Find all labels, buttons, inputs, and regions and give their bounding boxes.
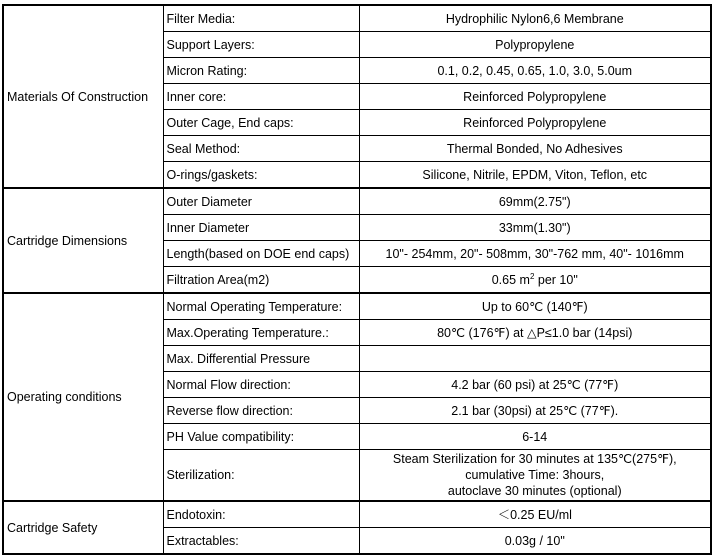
- row-label: Extractables:: [163, 528, 359, 555]
- row-label: Micron Rating:: [163, 58, 359, 84]
- row-label: Inner Diameter: [163, 215, 359, 241]
- specification-table: [2, 4, 712, 555]
- row-value: 4.2 bar (60 psi) at 25℃ (77℉): [359, 372, 711, 398]
- row-label: O-rings/gaskets:: [163, 162, 359, 189]
- row-label: PH Value compatibility:: [163, 424, 359, 450]
- table-row: [3, 501, 711, 528]
- row-value: 0.1, 0.2, 0.45, 0.65, 1.0, 3.0, 5.0um: [359, 58, 711, 84]
- superscript: 2: [529, 271, 535, 281]
- row-value: Thermal Bonded, No Adhesives: [359, 136, 711, 162]
- row-label: Sterilization:: [163, 450, 359, 502]
- group-title-materials: Materials Of Construction: [3, 5, 163, 188]
- value-line: cumulative Time: 3hours,: [465, 468, 605, 482]
- row-label: Filter Media:: [163, 5, 359, 32]
- row-value: Reinforced Polypropylene: [359, 84, 711, 110]
- group-title-dimensions: Cartridge Dimensions: [3, 188, 163, 293]
- row-label: Endotoxin:: [163, 501, 359, 528]
- row-value: [359, 346, 711, 372]
- table-row: [3, 293, 711, 320]
- row-value: Hydrophilic Nylon6,6 Membrane: [359, 5, 711, 32]
- row-label: Max. Differential Pressure: [163, 346, 359, 372]
- row-value: 10"- 254mm, 20"- 508mm, 30"-762 mm, 40"- 1016mm: [359, 241, 711, 267]
- row-label: Normal Flow direction:: [163, 372, 359, 398]
- row-value: 2.1 bar (30psi) at 25℃ (77℉).: [359, 398, 711, 424]
- row-value: Up to 60℃ (140℉): [359, 293, 711, 320]
- row-value: [359, 267, 711, 294]
- row-label: Outer Diameter: [163, 188, 359, 215]
- row-value: ＜0.25 EU/ml: [359, 501, 711, 528]
- row-label: Reverse flow direction:: [163, 398, 359, 424]
- value-line: autoclave 30 minutes (optional): [447, 484, 622, 498]
- row-value: Reinforced Polypropylene: [359, 110, 711, 136]
- row-label: Max.Operating Temperature.:: [163, 320, 359, 346]
- row-label: Inner core:: [163, 84, 359, 110]
- row-value: 69mm(2.75"): [359, 188, 711, 215]
- row-value: 33mm(1.30"): [359, 215, 711, 241]
- row-value: Polypropylene: [359, 32, 711, 58]
- value-line: Steam Sterilization for 30 minutes at 135℃(275℉),: [392, 452, 677, 466]
- row-label: Filtration Area(m2): [163, 267, 359, 294]
- group-title-operating: Operating conditions: [3, 293, 163, 501]
- row-label: Normal Operating Temperature:: [163, 293, 359, 320]
- value-text: 0.65 m: [491, 272, 530, 287]
- row-value: 80℃ (176℉) at △P≤1.0 bar (14psi): [359, 320, 711, 346]
- row-value: 6-14: [359, 424, 711, 450]
- value-text: per 10": [534, 272, 578, 287]
- row-value: Silicone, Nitrile, EPDM, Viton, Teflon, etc: [359, 162, 711, 189]
- row-label: Seal Method:: [163, 136, 359, 162]
- row-value: [359, 450, 711, 502]
- row-label: Outer Cage, End caps:: [163, 110, 359, 136]
- table-row: [3, 188, 711, 215]
- row-value: 0.03g / 10": [359, 528, 711, 555]
- group-title-safety: Cartridge Safety: [3, 501, 163, 554]
- row-label: Length(based on DOE end caps): [163, 241, 359, 267]
- table-row: [3, 5, 711, 32]
- row-label: Support Layers:: [163, 32, 359, 58]
